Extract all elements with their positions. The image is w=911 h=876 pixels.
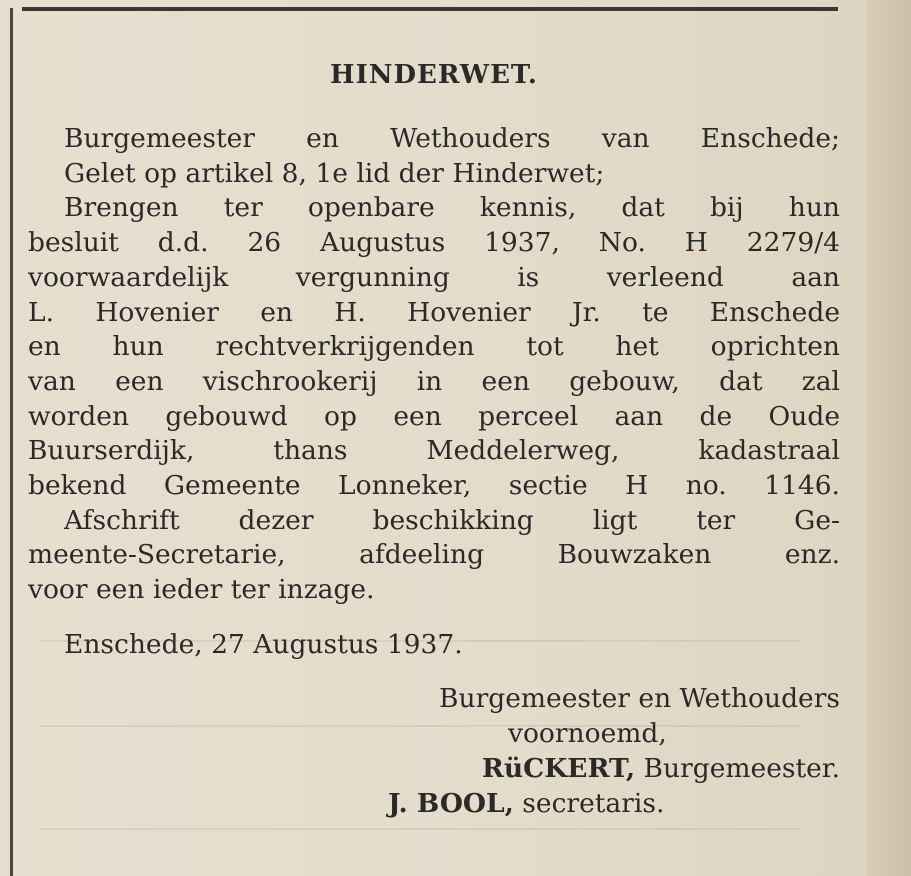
body-line: besluit d.d. 26 Augustus 1937, No. H 2279/4: [28, 227, 840, 259]
body-line: meente-Secretarie, afdeeling Bouwzaken enz.: [28, 539, 840, 571]
mayor-name: RüCKERT,: [481, 752, 636, 784]
column-rule-top: [22, 7, 838, 11]
bleed-through-line: [40, 828, 800, 830]
body-line: en hun rechtverkrijgenden tot het oprichten: [28, 331, 840, 363]
signature-line-2: voornoemd,: [508, 717, 667, 749]
signature-secretary: [28, 786, 840, 821]
signature-mayor: [28, 751, 840, 786]
body-line: Gelet op artikel 8, 1e lid der Hinderwet;: [64, 157, 605, 189]
page-edge: [867, 0, 911, 876]
signature-line-1: Burgemeester en Wethouders: [439, 682, 840, 714]
secretary-name: J. BOOL,: [388, 787, 514, 819]
body-line: Brengen ter openbare kennis, dat bij hun: [64, 192, 840, 224]
body-line: voorwaardelijk vergunning is verleend aan: [28, 261, 840, 293]
body-line: worden gebouwd op een perceel aan de Oude: [28, 400, 840, 432]
body-line: voor een ieder ter inzage.: [28, 574, 375, 606]
notice-title: HINDERWET.: [330, 60, 538, 90]
notice-date: Enschede, 27 Augustus 1937.: [64, 628, 463, 660]
body-line: Buurserdijk, thans Meddelerweg, kadastraal: [28, 435, 840, 467]
body-line: van een vischrookerij in een gebouw, dat zal: [28, 365, 840, 397]
notice-article: [28, 60, 840, 821]
secretary-title: secretaris.: [522, 787, 665, 819]
body-line: L. Hovenier en H. Hovenier Jr. te Enschede: [28, 296, 840, 328]
body-line: bekend Gemeente Lonneker, sectie H no. 1146.: [28, 470, 840, 502]
body-line: Afschrift dezer beschikking ligt ter Ge-: [64, 504, 840, 536]
column-rule-left: [10, 8, 13, 876]
body-line: Burgemeester en Wethouders van Enschede;: [64, 123, 840, 154]
mayor-title: Burgemeester.: [643, 752, 840, 784]
